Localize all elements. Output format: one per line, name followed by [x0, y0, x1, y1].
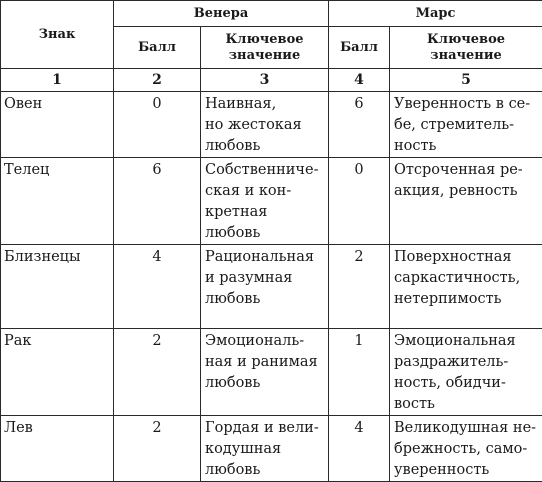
mars-meaning-line: ность, обидчи-	[394, 373, 542, 394]
mars-score-cell: 0	[329, 158, 390, 245]
venus-meaning-cell	[201, 158, 329, 245]
header-mars-score: Балл	[329, 27, 390, 69]
venus-meaning-cell	[201, 245, 329, 329]
mars-meaning-line: раздражитель-	[394, 352, 542, 373]
zodiac-sign-cell: Овен	[1, 92, 114, 158]
venus-meaning-line: любовь	[205, 289, 328, 310]
mars-meaning-line: ность	[394, 136, 542, 157]
table-row	[1, 329, 542, 416]
column-number: 5	[390, 69, 542, 92]
mars-meaning-line: уверенность	[394, 460, 542, 481]
venus-meaning-cell	[201, 416, 329, 482]
venus-meaning-line: и разумная	[205, 268, 328, 289]
mars-score-cell: 1	[329, 329, 390, 416]
column-number: 1	[1, 69, 114, 92]
mars-meaning-cell	[390, 92, 542, 158]
header-mars-key-line: Ключевое	[390, 32, 542, 48]
venus-score-cell: 4	[114, 245, 201, 329]
mars-meaning-cell	[390, 245, 542, 329]
venus-meaning-line: Эмоциональ-	[205, 331, 328, 352]
venus-meaning-line: Рациональная	[205, 247, 328, 268]
venus-score-cell: 6	[114, 158, 201, 245]
venus-meaning-line: но жестокая	[205, 115, 328, 136]
mars-meaning-line: вость	[394, 394, 542, 415]
mars-score-cell: 4	[329, 416, 390, 482]
header-sign: Знак	[1, 1, 114, 69]
table-body	[1, 92, 542, 482]
header-venus-key-line: значение	[201, 48, 328, 64]
mars-score-cell: 6	[329, 92, 390, 158]
header-mars: Марс	[329, 1, 542, 27]
table-row	[1, 245, 542, 329]
column-number: 4	[329, 69, 390, 92]
mars-meaning-cell	[390, 158, 542, 245]
venus-score-cell: 0	[114, 92, 201, 158]
venus-meaning-line: Наивная,	[205, 94, 328, 115]
venus-meaning-line: кодушная	[205, 439, 328, 460]
mars-score-cell: 2	[329, 245, 390, 329]
mars-meaning-line: брежность, само-	[394, 439, 542, 460]
table-row	[1, 92, 542, 158]
zodiac-sign-cell: Лев	[1, 416, 114, 482]
mars-meaning-line: Уверенность в се-	[394, 94, 542, 115]
zodiac-sign-cell: Близнецы	[1, 245, 114, 329]
mars-meaning-line: Эмоциональная	[394, 331, 542, 352]
header-venus-key-line: Ключевое	[201, 32, 328, 48]
column-number: 2	[114, 69, 201, 92]
table-row	[1, 416, 542, 482]
zodiac-sign-cell: Телец	[1, 158, 114, 245]
venus-meaning-line: кретная	[205, 202, 328, 223]
table-row	[1, 158, 542, 245]
mars-meaning-line: Поверхностная	[394, 247, 542, 268]
mars-meaning-line: бе, стремитель-	[394, 115, 542, 136]
venus-meaning-line: ская и кон-	[205, 181, 328, 202]
mars-meaning-line: акция, ревность	[394, 181, 542, 202]
column-number: 3	[201, 69, 329, 92]
venus-meaning-line: ная и ранимая	[205, 352, 328, 373]
mars-meaning-cell	[390, 329, 542, 416]
venus-meaning-line: Собственниче-	[205, 160, 328, 181]
venus-meaning-line: любовь	[205, 460, 328, 481]
mars-meaning-cell	[390, 416, 542, 482]
mars-meaning-line: саркастичность,	[394, 268, 542, 289]
venus-meaning-cell	[201, 329, 329, 416]
header-mars-key-meaning	[390, 27, 542, 69]
venus-meaning-line: Гордая и вели-	[205, 418, 328, 439]
mars-meaning-line: Отсроченная ре-	[394, 160, 542, 181]
venus-score-cell: 2	[114, 329, 201, 416]
mars-meaning-line: Великодушная не-	[394, 418, 542, 439]
mars-meaning-line: нетерпимость	[394, 289, 542, 310]
venus-meaning-line: любовь	[205, 373, 328, 394]
venus-meaning-line: любовь	[205, 223, 328, 244]
venus-meaning-line: любовь	[205, 136, 328, 157]
header-mars-key-line: значение	[390, 48, 542, 64]
venus-score-cell: 2	[114, 416, 201, 482]
header-venus: Венера	[114, 1, 329, 27]
header-venus-score: Балл	[114, 27, 201, 69]
header-venus-key-meaning	[201, 27, 329, 69]
zodiac-sign-cell: Рак	[1, 329, 114, 416]
venus-meaning-cell	[201, 92, 329, 158]
